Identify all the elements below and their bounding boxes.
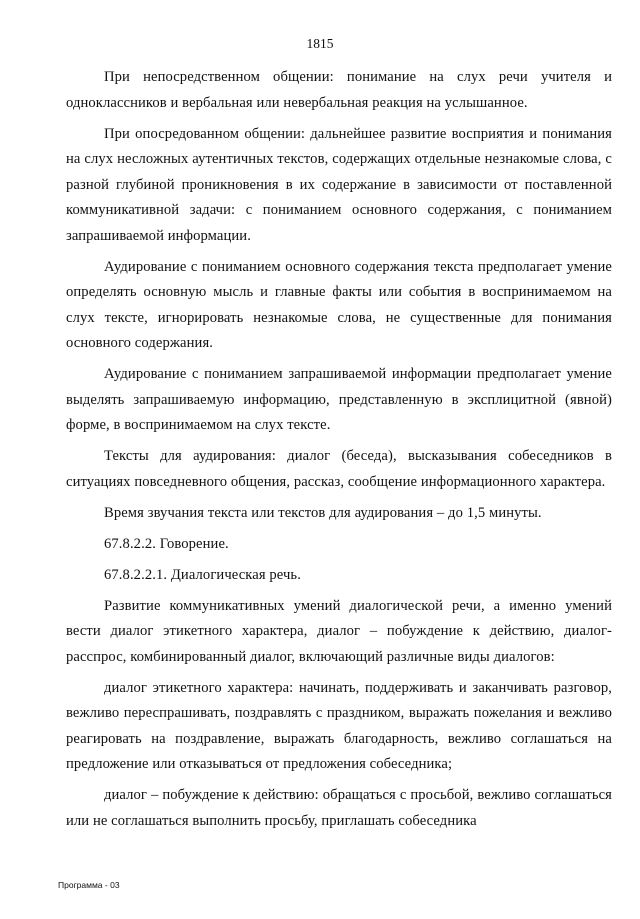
paragraph-mediated-communication: При опосредованном общении: дальнейшее развитие восприятия и понимания на слух несложных аутентичных текстов, содержащих отдельные незнакомые слова, с разной глубиной проникновения в их содержание в зависимости от поставленной коммуникативной задачи: с пониманием основного содержания, с пониманием запрашиваемой информации.: [66, 125, 612, 244]
document-body: [66, 65, 612, 840]
page-number: 1815: [306, 36, 334, 51]
paragraph-etiquette-dialogue: диалог этикетного характера: начинать, поддерживать и заканчивать разговор, вежливо переспрашивать, поздравлять с праздником, выражать пожелания и вежливо реагировать на поздравление, выражать благодарность, вежливо соглашаться на предложение или отказываться от предложения собеседника;: [66, 679, 612, 772]
paragraph-incentive-dialogue: диалог – побуждение к действию: обращаться с просьбой, вежливо соглашаться или не соглашаться выполнить просьбу, приглашать собеседника: [66, 787, 612, 829]
footer-label: Программа - 03: [58, 880, 120, 890]
paragraph-listening-requested-info: Аудирование с пониманием запрашиваемой информации предполагает умение выделять запрашиваемую информацию, представленную в эксплицитной (явной) форме, в воспринимаемом на слух тексте.: [66, 366, 612, 433]
paragraph-listening-main-content: Аудирование с пониманием основного содержания текста предполагает умение определять основную мысль и главные факты или события в воспринимаемом на слух тексте, игнорировать незнакомые слова, не существенные для понимания основного содержания.: [66, 258, 612, 351]
paragraph-direct-communication: При непосредственном общении: понимание на слух речи учителя и одноклассников и вербальная или невербальная реакция на услышанное.: [66, 69, 612, 111]
paragraph-listening-texts: Тексты для аудирования: диалог (беседа), высказывания собеседников в ситуациях повседневного общения, рассказ, сообщение информационного характера.: [66, 448, 612, 490]
section-heading-speaking: 67.8.2.2. Говорение.: [104, 535, 229, 552]
paragraph-listening-duration: Время звучания текста или текстов для аудирования – до 1,5 минуты.: [104, 504, 542, 521]
section-heading-dialogue: 67.8.2.2.1. Диалогическая речь.: [104, 566, 301, 583]
paragraph-dialogue-skills: Развитие коммуникативных умений диалогической речи, а именно умений вести диалог этикетного характера, диалог – побуждение к действию, диалог-расспрос, комбинированный диалог, включающий различные виды диалогов:: [66, 597, 612, 665]
